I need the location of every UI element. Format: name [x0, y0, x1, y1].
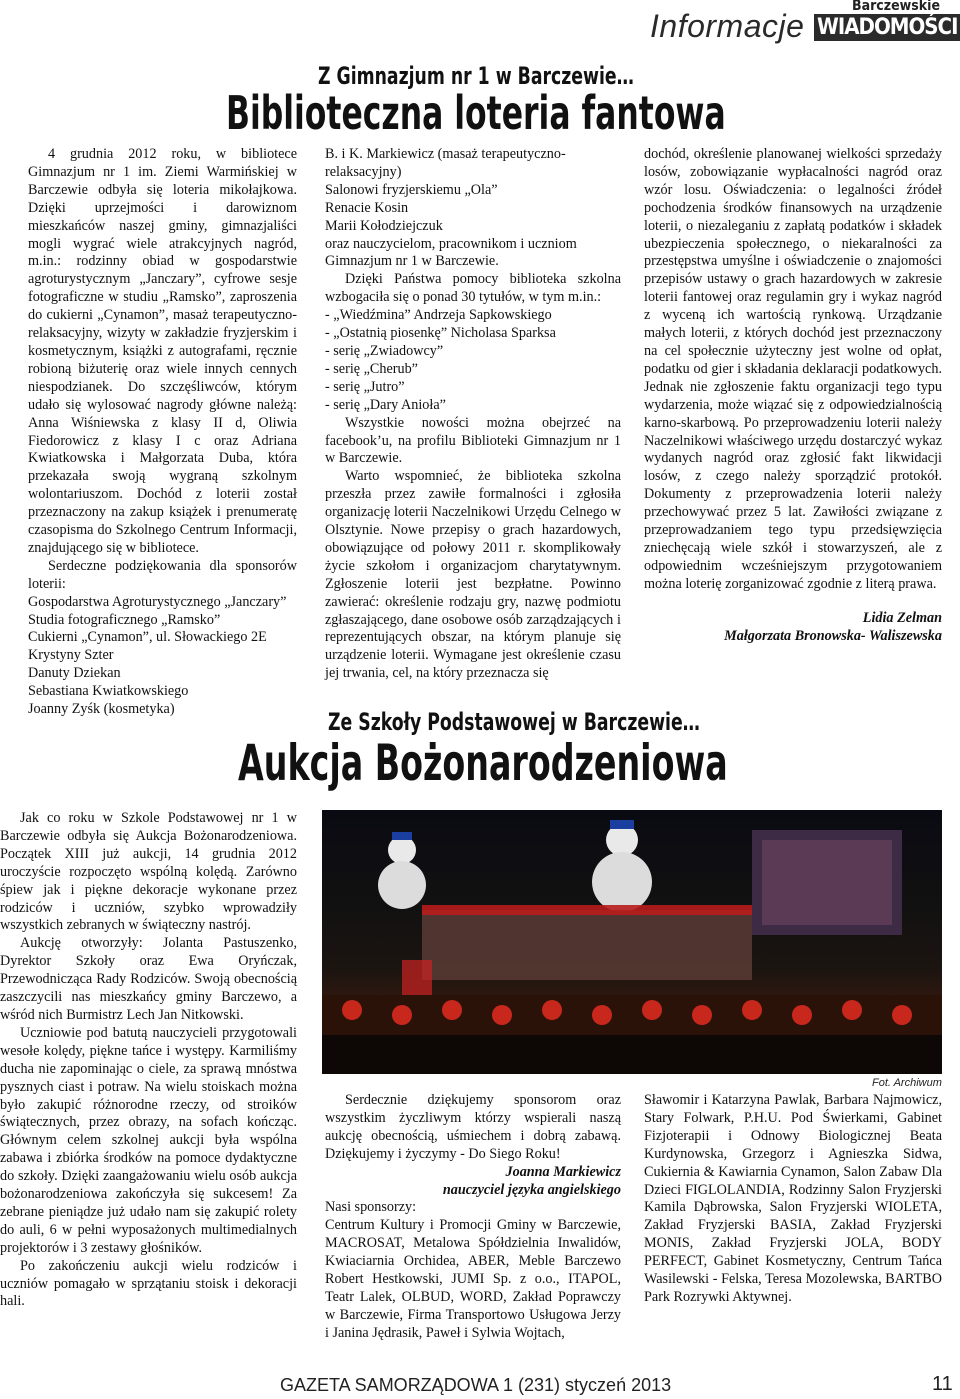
masthead: [640, 0, 960, 50]
snowman-hat: [392, 832, 412, 840]
page-number: 11: [932, 1373, 953, 1395]
publication-footer: GAZETA SAMORZĄDOWA 1 (231) styczeń 2013: [280, 1375, 672, 1395]
paragraph: Dzięki Państwa pomocy biblioteka szkolna wzbogaciła się o ponad 30 tytułów, w tym m.in.:: [325, 271, 621, 306]
book-title: - serię „Zwiadowcy”: [325, 342, 444, 359]
sponsor-line: Marii Kołodziejczuk: [325, 217, 443, 234]
paragraph: Warto wspomnieć, że biblioteka szkolna przeszła przez zawiłe formalności i zgłosiła organizację loterii Naczelnikowi Urzędu Celnego w Olsztynie. Nowe przepisy o grach hazardowych, obowiązujące od połowy 2011 r. skomplikowały życie szkołom i organizacjom charytatywnym. Zgłoszenie loterii jest bezpłatne. Powinno zawierać: określenie rodzaju gry, nazwę podmiotu zgłaszającego, dane osobowe osób zarządzających i reprezentujących obszar, na którym planuje się urządzenie loterii. Wymagane jest określenie czasu jej trwania, cel, na który przeznacza się: [325, 468, 621, 682]
auction-photo: [322, 810, 942, 1074]
sponsor-line: B. i K. Markiewicz (masaż terapeutyczno-relaksacyjny): [325, 146, 566, 180]
article1-column-2: [325, 146, 621, 683]
signature-name: Joanna Markiewicz: [505, 1163, 621, 1180]
sponsor-line: Sebastiana Kwiatkowskiego: [28, 683, 189, 700]
article1-title: Biblioteczna loteria fantowa: [226, 86, 726, 140]
author-name: Małgorzata Bronowska- Waliszewska: [724, 627, 942, 644]
paragraph: dochód, określenie planowanej wielkości sprzedaży losów, zobowiązanie wypłacalności nagród oraz wzór losu. Oświadczenia: o legalności źródeł pochodzenia środków finansowych na urządzenie loterii, o niezaleganiu z zapłatą podatków i składek ubezpieczenia społecznego, o niekaralności za przestępstwa umyślne i oświadczenie o znajomości przepisów ustawy o grach hazardowych w zakresie loterii fantowej oraz regulamin gry i wykaz nagród z wyceną ich wartością rynkową. Urządzanie małych loterii, z których dochód jest przeznaczony na cel społecznie użyteczny jest wolne od opłat, podatku od gier i składania deklaracji podatkowych. Jednak nie zgłoszenie faktu organizacji tego typu wydarzenia, może wiązać się z odpowiedzialnością karno-skarbową. Po przeprowadzeniu loterii należy Naczelnikowi właściwego urzędu dostarczyć wykaz wydanych nagród oraz zgłosić fakt likwidacji losów, z czego należy sporządzić protokół. Dokumenty z przeprowadzenia loterii należy przechowywać przez 5 lat. Zawiłości związane z przeprowadzaniem tego typu przedsięwzięcia zniechęcają wiele szkół i stowarzyszeń, ale z odpowiednim wcześniejszym przygotowaniem można loterię zorganizować zgodnie z literą prawa.: [644, 146, 942, 592]
sponsor-line: oraz nauczycielom, pracownikom i uczniom Gimnazjum nr 1 w Barczewie.: [325, 235, 577, 270]
sponsor-line: Salonowi fryzjerskiemu „Ola”: [325, 181, 498, 198]
sponsor-line: Cukierni „Cynamon”, ul. Słowackiego 2E: [28, 629, 267, 646]
sponsor-line: Krystyny Szter: [28, 647, 114, 664]
snowman-body: [378, 861, 426, 909]
sponsor-list: Sławomir i Katarzyna Pawlak, Barbara Najmowicz, Stary Folwark, P.H.U. Pod Świerkami, Gabinet Fizjoterapii i Odnowy Biologicznej Beata Kurdynowska, Grzegorz i Agnieszka Sidwa, Cukiernia & Kawiarnia Cynamon, Salon Zabaw Dla Dzieci FIGLOLANDIA, Rodzinny Salon Fryzjerski Kamila Dąbrowska, Salon Fryzjerski WIOLETA, Zakład Fryzjerski BASIA, Zakład Fryzjerski MONIS, Zakład Fryzjerski JOLA, BODY PERFECT, Gabinet Kosmetyczny, Centrum Tańca Wasilewski - Felska, Teresa Mozolewska, BARTBO Park Rozrywki Aktywnej.: [644, 1092, 942, 1305]
snowman-body: [592, 852, 652, 912]
sponsors-label: Nasi sponsorzy:: [325, 1199, 417, 1216]
audience-area: [322, 1035, 942, 1074]
children-group: [402, 905, 752, 1000]
paragraph: Wszystkie nowości można obejrzeć na facebook’u, na profilu Biblioteki Gimnazjum nr 1 w Barczewie.: [325, 414, 621, 467]
article2-kicker: Ze Szkoły Podstawowej w Barczewie…: [328, 708, 700, 736]
paragraph: Serdecznie dziękujemy sponsorom oraz wszystkim życzliwym którzy wspierali naszą aukcję obecnością, uśmiechem i dobrą zabawą. Dziękujemy i życzymy - Do Siego Roku!: [325, 1092, 621, 1162]
screen-glow: [762, 840, 892, 925]
paragraph: Jak co roku w Szkole Podstawowej nr 1 w Barczewie odbyła się Aukcja Bożonarodzeniowa. Początek XIII już aukcji, 14 grudnia 2012 uroczyście rozpoczęto wspólną kolędą. Zarówno śpiew jak i piękne dekoracje wykonane przez rodziców i uczniów, szybko wprowadziły wszystkich zebranych w świąteczny nastrój.: [0, 810, 297, 934]
book-title: - „Ostatnią piosenkę” Nicholasa Sparksa: [325, 325, 556, 342]
sponsor-line: Renacie Kosin: [325, 199, 409, 216]
photo-credit: Fot. Archiwum: [872, 1077, 942, 1089]
sponsor-line: Joanny Zyśk (kosmetyka): [28, 701, 175, 718]
snowman-head: [388, 836, 416, 864]
book-title: - „Wiedźmina” Andrzeja Sapkowskiego: [325, 307, 552, 324]
snowman-hat: [610, 820, 634, 829]
paragraph: Po zakończeniu aukcji wielu rodziców i uczniów pomagało w sprzątaniu stoisk i dekoracji hali.: [0, 1257, 297, 1310]
paragraph: Aukcję otworzyły: Jolanta Pastuszenko, Dyrektor Szkoły oraz Ewa Oryńczak, Przewodnicząca Rady Rodziców. Swoją obecnością zaszczycili nas mieszkańcy gminy Barczewo, a wśród nich Burmistrz Lech Jan Nitkowski.: [0, 935, 297, 1023]
paragraph: Serdeczne podziękowania dla sponsorów loterii:: [28, 557, 297, 592]
sponsor-line: Gospodarstwa Agroturystycznego „Janczary”: [28, 593, 287, 610]
article1-column-1: [28, 146, 297, 719]
brand-top-label: Barczewskie: [852, 0, 941, 14]
sponsor-line: Studia fotograficznego „Ramsko”: [28, 611, 221, 628]
paragraph: Uczniowie pod batutą nauczycieli przygotowali wesołe kolędy, piękne tańce i występy. Karmiliśmy ducha nie zapominając o ciele, za sprawą mnóstwa pysznych ciast i potraw. Na wielu stoiskach można było zakupić różnorodne rzeczy, od stroików świątecznych, przez obrazy, na sofach kończąc. Głównym celem szkolnej aukcji była wspólna zabawa i zbiórka środków na pomoce dydaktyczne do szkoły. Dzięki zaangażowaniu wielu osób aukcja bożonarodzeniowa zakończyła się sukcesem! Za zebrane pieniądze już udało nam się zakupić rolety do auli, 6 w pełni wyposażonych multimedialnych projektorów i 3 zestawy głośników.: [0, 1024, 297, 1256]
article2-column-right: [644, 1092, 942, 1307]
sponsor-list: Centrum Kultury i Promocji Gminy w Barczewie, MACROSAT, Metalowa Spółdzielnia Inwalidów, Kwiaciarnia Orchidea, ABER, Meble Barczewo Robert Hestkowski, JUMI Sp. z o.o., ITAPOL, Teatr Lalek, OLBUD, WORD, Zakład Poprawczy w Barczewie, Firma Transportowo Usługowa Jerzy i Janina Jędrasik, Paweł i Sylwia Wojtach,: [325, 1217, 621, 1341]
book-title: - serię „Cherub”: [325, 360, 418, 377]
article1-column-3: [644, 146, 942, 645]
author-name: Lidia Zelman: [862, 609, 942, 626]
paragraph: 4 grudnia 2012 roku, w bibliotece Gimnazjum nr 1 im. Ziemi Warmińskiej w Barczewie odbyła się loteria mikołajkowa. Dzięki uprzejmości i darowiznom mieszkańców naszej gminy, gimnazjaliści mogli wygrać wiele atrakcyjnych nagród, m.in.: rodzinny obiad w gospodarstwie agroturystycznym „Janczary”, cyfrowe sesje fotograficzne w studiu „Ramsko”, zaproszenia do cukierni „Cynamon”, masaż terapeutyczno-relaksacyjny, wizyty w zakładzie fryzjerskim i kosmetycznym, książki z autografami, ręcznie robioną biżuterię oraz wiele innych cennych niespodzianek. Do szczęśliwców, którym udało się wylosować nagrody główne należą: Anna Wiśniewska z klasy II d, Oliwia Fiedorowicz z klasy I c oraz Adriana Kwiatkowska i Małgorzata Duba, która przekazała swoją wygraną szkolnym wolontariuszom. Dochód z loterii został przeznaczony na zakup książek i prenumeratę czasopisma do Szkolnego Centrum Informacji, znajdującego się w bibliotece.: [28, 146, 297, 556]
section-title: Informacje: [650, 8, 805, 44]
article2-column-middle: [325, 1092, 621, 1343]
book-title: - serię „Dary Anioła”: [325, 396, 446, 413]
article2-column-left: [0, 810, 297, 1311]
stage-scene-image: [322, 810, 942, 1074]
book-title: - serię „Jutro”: [325, 378, 405, 395]
sponsor-line: Danuty Dziekan: [28, 665, 121, 682]
article1-kicker: Z Gimnazjum nr 1 w Barczewie…: [318, 62, 634, 90]
brand-logo: WIADOMOŚCI: [814, 14, 960, 41]
signature-role: nauczyciel języka angielskiego: [442, 1181, 621, 1198]
article2-title: Aukcja Bożonarodzeniowa: [238, 734, 728, 792]
